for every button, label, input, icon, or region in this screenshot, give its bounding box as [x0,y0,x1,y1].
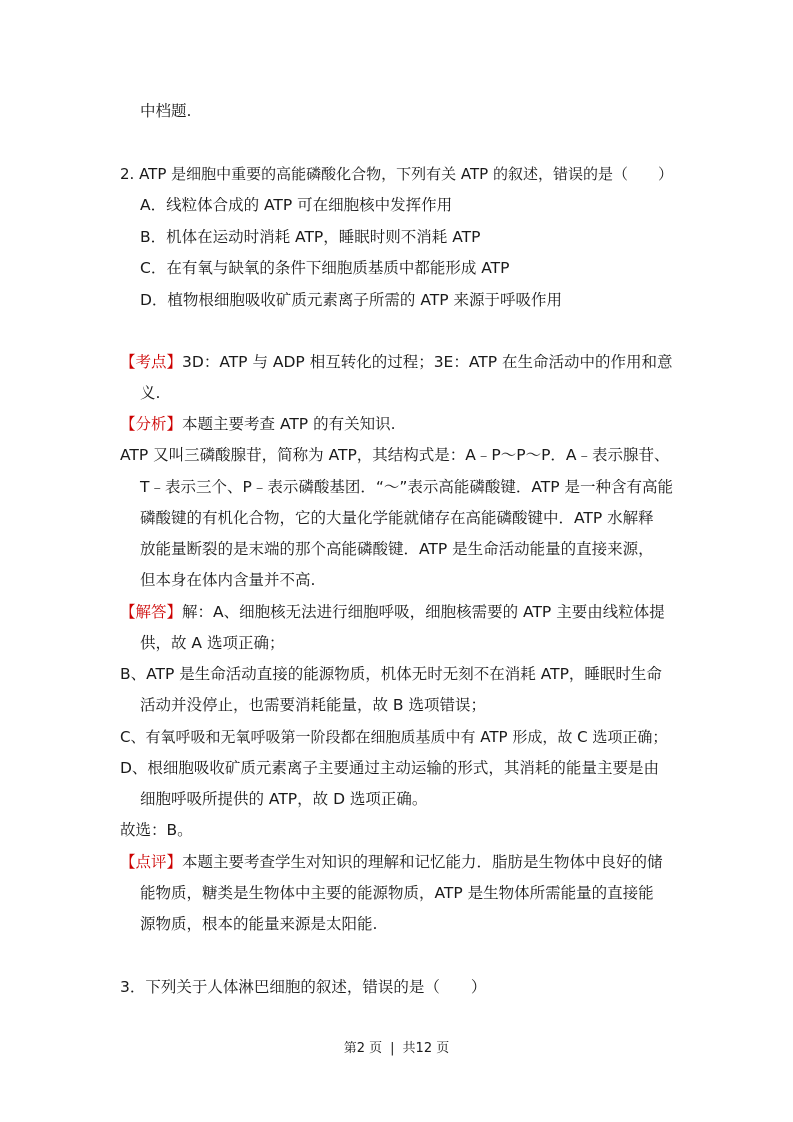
footer-separator: | [390,1041,395,1056]
question-2-option-a: A．线粒体合成的 ATP 可在细胞核中发挥作用 [140,196,453,214]
jieda-option-d: D、根细胞吸收矿质元素离子主要通过主动运输的形式，其消耗的能量主要是由 [120,759,659,777]
jieda-text-cont: 供，故 A 选项正确； [140,634,285,652]
fenxi-tag: 【分析】 [120,415,183,433]
answer-line: 故选：B。 [120,821,193,839]
question-2-option-d: D．植物根细胞吸收矿质元素离子所需的 ATP 来源于呼吸作用 [140,291,563,309]
jieda-option-d-cont: 细胞呼吸所提供的 ATP，故 D 选项正确。 [140,790,428,808]
question-3-stem: 3．下列关于人体淋巴细胞的叙述，错误的是（ ） [120,978,487,996]
kaodian-text-cont: 义. [140,384,161,402]
kaodian-text: 3D：ATP 与 ADP 相互转化的过程；3E：ATP 在生命活动中的作用和意 [182,353,673,371]
jieda-option-c: C、有氧呼吸和无氧呼吸第一阶段都在细胞质基质中有 ATP 形成，故 C 选项正确； [120,728,668,746]
page-number: 第2 页 [343,1041,383,1056]
fenxi-paragraph-line: 但本身在体内含量并不高. [140,571,316,589]
jieda-option-b: B、ATP 是生命活动直接的能源物质，机体无时无刻不在消耗 ATP，睡眠时生命 [120,665,662,683]
page-total: 共12 页 [402,1041,450,1056]
fenxi-text: 本题主要考查 ATP 的有关知识. [182,415,396,433]
previous-comment-tail: 中档题. [140,102,192,120]
question-2-option-b: B．机体在运动时消耗 ATP，睡眠时则不消耗 ATP [140,228,481,246]
fenxi-paragraph-line: 磷酸键的有机化合物，它的大量化学能就储存在高能磷酸键中．ATP 水解释 [140,509,654,527]
dianping-text: 本题主要考查学生对知识的理解和记忆能力．脂肪是生物体中良好的储 [182,853,663,871]
fenxi-paragraph-line: ATP 又叫三磷酸腺苷，简称为 ATP，其结构式是：A﹣P～P～P．A﹣表示腺苷、 [120,446,670,464]
dianping-text-cont: 能物质，糖类是生物体中主要的能源物质，ATP 是生物体所需能量的直接能 [140,884,654,902]
question-2-option-c: C．在有氧与缺氧的条件下细胞质基质中都能形成 ATP [140,259,510,277]
fenxi-paragraph-line: T﹣表示三个、P﹣表示磷酸基团．“～”表示高能磷酸键．ATP 是一种含有高能 [140,478,674,496]
jieda-tag: 【解答】 [120,603,183,621]
page-footer [0,1040,793,1058]
jieda-option-b-cont: 活动并没停止，也需要消耗能量，故 B 选项错误； [140,696,486,714]
dianping-text-cont: 源物质，根本的能量来源是太阳能. [140,915,378,933]
question-2-stem: 2. ATP 是细胞中重要的高能磷酸化合物，下列有关 ATP 的叙述，错误的是（ ） [120,165,673,183]
kaodian-tag: 【考点】 [120,353,183,371]
dianping-tag: 【点评】 [120,853,183,871]
fenxi-paragraph-line: 放能量断裂的是末端的那个高能磷酸键．ATP 是生命活动能量的直接来源， [140,540,654,558]
jieda-text: 解：A、细胞核无法进行细胞呼吸，细胞核需要的 ATP 主要由线粒体提 [182,603,665,621]
